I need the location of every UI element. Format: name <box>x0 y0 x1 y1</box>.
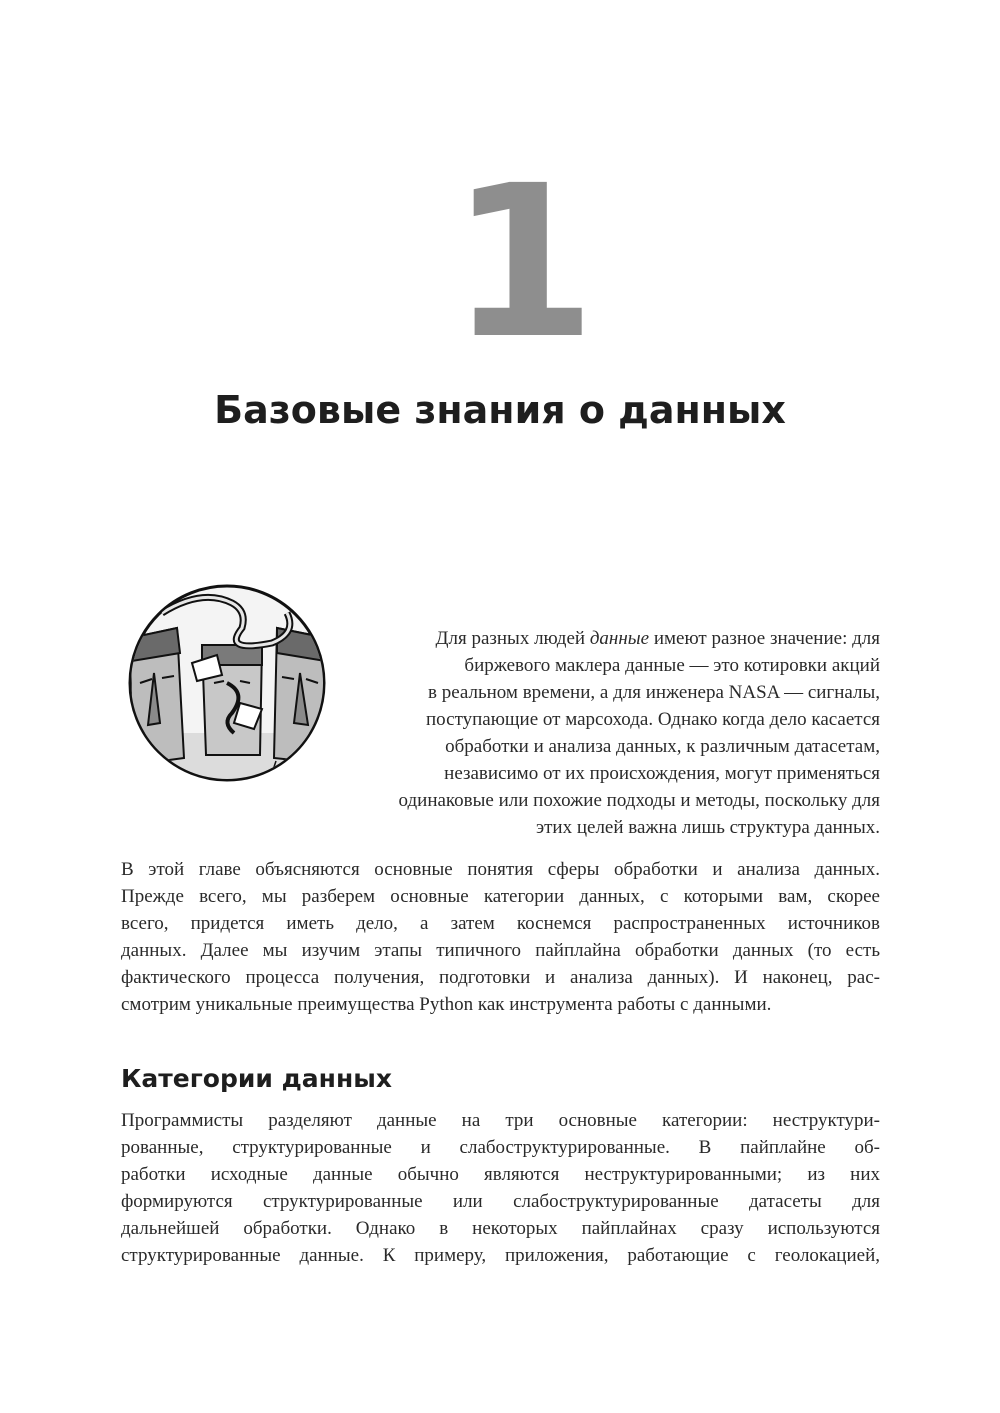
intro-line-2: биржевого маклера данные — это котировки акций <box>464 655 880 676</box>
intro-paragraph <box>121 856 880 1018</box>
paragraph-line: дальнейшей обработки. Однако в некоторых пайплайнах сразу используются <box>121 1218 880 1239</box>
intro-line-1-post: имеют разное значение: для <box>649 628 880 649</box>
paragraph-line: В этой главе объясняются основные понятия сферы обработки и анализа данных. <box>121 859 880 880</box>
intro-line-4: поступающие от марсохода. Однако когда дело касается <box>426 709 880 730</box>
section-heading: Категории данных <box>121 1064 392 1093</box>
intro-line-1 <box>436 625 880 652</box>
paragraph-line: всего, придется иметь дело, а затем коснемся распространенных источников <box>121 913 880 934</box>
paragraph-line: смотрим уникальные преимущества Python как инструмента работы с данными. <box>121 994 772 1015</box>
intro-line-5: обработки и анализа данных, к различным датасетам, <box>445 736 880 757</box>
intro-line-3: в реальном времени, а для инженера NASA — сигналы, <box>427 682 880 703</box>
paragraph-line: Программисты разделяют данные на три основные категории: неструктури- <box>121 1110 880 1131</box>
paragraph-line: формируются структурированные или слабоструктурированные датасеты для <box>121 1191 880 1212</box>
paragraph-line: Прежде всего, мы разберем основные категории данных, с которыми вам, скорее <box>121 886 880 907</box>
chapter-number: 1 <box>450 140 597 385</box>
paragraph-line: фактического процесса получения, подготовки и анализа данных). И наконец, рас- <box>121 967 880 988</box>
paragraph-line: данных. Далее мы изучим этапы типичного пайплайна обработки данных (то есть <box>121 940 880 961</box>
intro-line-6: независимо от их происхождения, могут применяться <box>444 763 880 784</box>
section-paragraph <box>121 1107 880 1269</box>
intro-line-8: этих целей важна лишь структура данных. <box>535 817 880 838</box>
paragraph-line: структурированные данные. К примеру, приложения, работающие с геолокацией, <box>121 1245 880 1266</box>
intro-emphasis: данные <box>589 628 650 649</box>
intro-line-1-pre: Для разных людей <box>435 628 590 649</box>
chapter-title: Базовые знания о данных <box>214 388 786 432</box>
chapter-illustration <box>122 583 332 783</box>
paragraph-line: работки исходные данные обычно являются неструктурированными; из них <box>121 1164 880 1185</box>
paragraph-line: рованные, структурированные и слабоструктурированные. В пайплайне об- <box>121 1137 880 1158</box>
intro-line-7: одинаковые или похожие подходы и методы, поскольку для <box>398 790 880 811</box>
